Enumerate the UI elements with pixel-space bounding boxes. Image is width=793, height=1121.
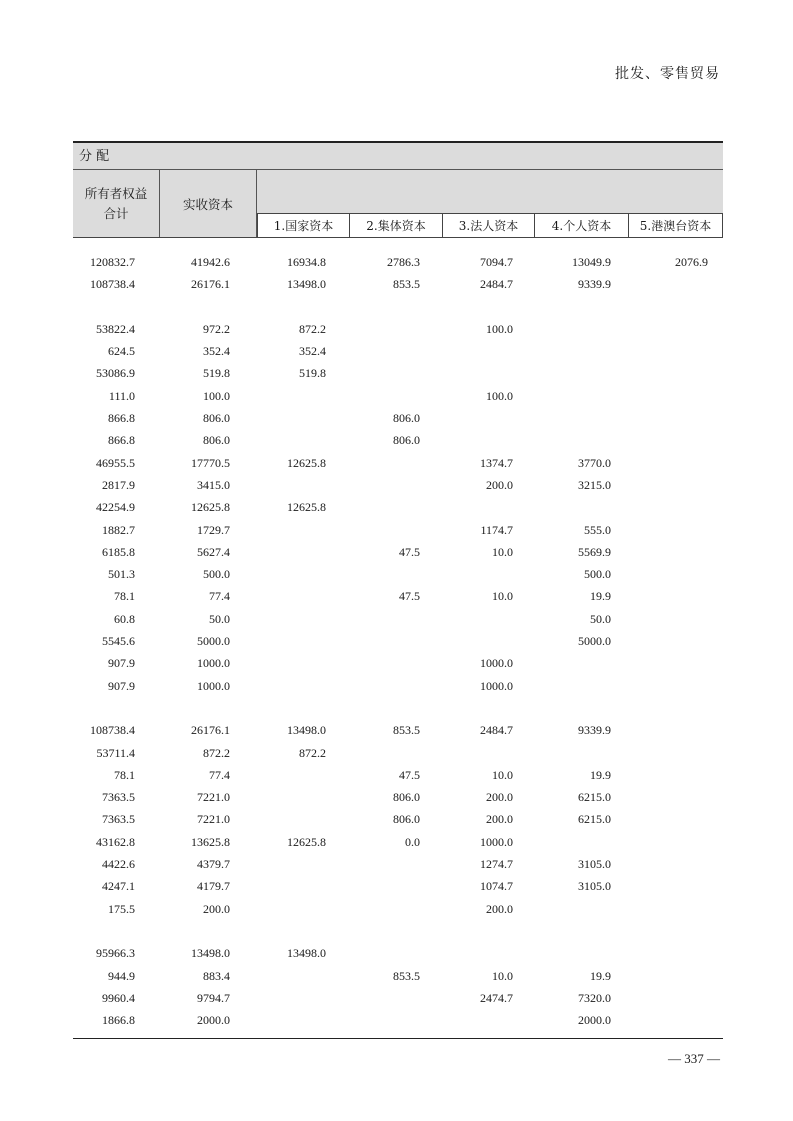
col-header-collective-capital: 2.集体资本 xyxy=(350,213,443,237)
cell-collective-capital: 47.5 xyxy=(399,767,420,782)
table-row xyxy=(73,453,723,475)
cell-state-capital: 16934.8 xyxy=(287,255,326,269)
table-row xyxy=(73,564,723,586)
table-row xyxy=(73,832,723,854)
table-row xyxy=(73,631,723,653)
table-row xyxy=(73,341,723,363)
table-row xyxy=(73,475,723,497)
cell-paid-in-capital: 7221.0 xyxy=(197,790,230,805)
cell-legal-person-capital: 10.0 xyxy=(492,968,513,983)
cell-legal-person-capital: 2474.7 xyxy=(480,990,513,1005)
cell-legal-person-capital: 2484.7 xyxy=(480,723,513,738)
table-row xyxy=(73,363,723,385)
cell-owner-equity: 108738.4 xyxy=(90,277,135,292)
cell-paid-in-capital: 77.4 xyxy=(209,767,230,782)
cell-owner-equity: 78.1 xyxy=(114,767,135,782)
cell-paid-in-capital: 352.4 xyxy=(203,344,230,359)
col-header-paid-in-capital: 实收资本 xyxy=(160,170,257,237)
cell-paid-in-capital: 1729.7 xyxy=(197,522,230,537)
cell-individual-capital: 500.0 xyxy=(584,567,611,582)
cell-state-capital: 12625.8 xyxy=(287,500,326,515)
cell-owner-equity: 53711.4 xyxy=(96,745,135,760)
cell-legal-person-capital: 200.0 xyxy=(486,477,513,492)
table-row xyxy=(73,252,723,274)
table-header xyxy=(73,170,723,238)
table-row xyxy=(73,720,723,742)
cell-owner-equity: 944.9 xyxy=(108,968,135,983)
cell-owner-equity: 624.5 xyxy=(108,344,135,359)
cell-state-capital: 13498.0 xyxy=(287,946,326,961)
cell-owner-equity: 111.0 xyxy=(108,388,135,403)
cell-paid-in-capital: 9794.7 xyxy=(197,990,230,1005)
table-row xyxy=(73,520,723,542)
cell-owner-equity: 42254.9 xyxy=(96,500,135,515)
cell-individual-capital: 555.0 xyxy=(584,522,611,537)
cell-legal-person-capital: 1000.0 xyxy=(480,656,513,671)
cell-collective-capital: 806.0 xyxy=(393,411,420,426)
cell-paid-in-capital: 17770.5 xyxy=(191,455,230,470)
cell-legal-person-capital: 1174.7 xyxy=(480,522,513,537)
cell-individual-capital: 19.9 xyxy=(590,767,611,782)
cell-state-capital: 352.4 xyxy=(299,344,326,359)
cell-paid-in-capital: 1000.0 xyxy=(197,678,230,693)
cell-legal-person-capital: 1274.7 xyxy=(480,857,513,872)
cell-state-capital: 12625.8 xyxy=(287,455,326,470)
cell-legal-person-capital: 10.0 xyxy=(492,589,513,604)
cell-paid-in-capital: 4179.7 xyxy=(197,879,230,894)
cell-paid-in-capital: 12625.8 xyxy=(191,500,230,515)
cell-owner-equity: 53086.9 xyxy=(96,366,135,381)
cell-owner-equity: 907.9 xyxy=(108,678,135,693)
table-row xyxy=(73,809,723,831)
cell-collective-capital: 2786.3 xyxy=(387,255,420,269)
cell-individual-capital: 2000.0 xyxy=(578,1013,611,1028)
cell-owner-equity: 60.8 xyxy=(114,611,135,626)
table-row-spacer xyxy=(73,921,723,943)
cell-owner-equity: 43162.8 xyxy=(96,834,135,849)
cell-legal-person-capital: 7094.7 xyxy=(480,255,513,269)
cell-owner-equity: 7363.5 xyxy=(102,790,135,805)
cell-owner-equity: 7363.5 xyxy=(102,812,135,827)
cell-paid-in-capital: 972.2 xyxy=(203,321,230,336)
table-row xyxy=(73,899,723,921)
cell-owner-equity: 120832.7 xyxy=(90,255,135,269)
cell-paid-in-capital: 1000.0 xyxy=(197,656,230,671)
cell-legal-person-capital: 100.0 xyxy=(486,388,513,403)
col-header-individual-capital: 4.个人资本 xyxy=(535,213,629,237)
cell-state-capital: 13498.0 xyxy=(287,723,326,738)
cell-collective-capital: 0.0 xyxy=(405,834,420,849)
cell-individual-capital: 6215.0 xyxy=(578,812,611,827)
cell-paid-in-capital: 519.8 xyxy=(203,366,230,381)
cell-legal-person-capital: 100.0 xyxy=(486,321,513,336)
table-row xyxy=(73,386,723,408)
cell-paid-in-capital: 50.0 xyxy=(209,611,230,626)
cell-paid-in-capital: 806.0 xyxy=(203,411,230,426)
cell-collective-capital: 853.5 xyxy=(393,968,420,983)
cell-paid-in-capital: 872.2 xyxy=(203,745,230,760)
cell-paid-in-capital: 500.0 xyxy=(203,567,230,582)
col-header-owner-equity-line2: 合计 xyxy=(103,205,129,221)
table-row xyxy=(73,609,723,631)
col-header-owner-equity xyxy=(73,170,160,237)
cell-collective-capital: 47.5 xyxy=(399,544,420,559)
cell-paid-in-capital: 41942.6 xyxy=(191,255,230,269)
cell-collective-capital: 806.0 xyxy=(393,433,420,448)
running-head: 批发、零售贸易 xyxy=(615,66,720,82)
cell-legal-person-capital: 10.0 xyxy=(492,544,513,559)
cell-paid-in-capital: 806.0 xyxy=(203,433,230,448)
cell-paid-in-capital: 26176.1 xyxy=(191,723,230,738)
cell-owner-equity: 1882.7 xyxy=(102,522,135,537)
cell-legal-person-capital: 200.0 xyxy=(486,901,513,916)
table-row xyxy=(73,319,723,341)
table-row xyxy=(73,676,723,698)
cell-owner-equity: 9960.4 xyxy=(102,990,135,1005)
table-row xyxy=(73,408,723,430)
table-row xyxy=(73,854,723,876)
cell-collective-capital: 853.5 xyxy=(393,723,420,738)
section-label: 分 配 xyxy=(73,143,723,170)
cell-paid-in-capital: 7221.0 xyxy=(197,812,230,827)
cell-owner-equity: 2817.9 xyxy=(102,477,135,492)
cell-collective-capital: 806.0 xyxy=(393,790,420,805)
cell-individual-capital: 3105.0 xyxy=(578,879,611,894)
cell-paid-in-capital: 3415.0 xyxy=(197,477,230,492)
data-table xyxy=(73,141,723,1032)
cell-individual-capital: 6215.0 xyxy=(578,790,611,805)
cell-paid-in-capital: 2000.0 xyxy=(197,1013,230,1028)
cell-hk-macao-taiwan-capital: 2076.9 xyxy=(675,255,708,269)
cell-owner-equity: 108738.4 xyxy=(90,723,135,738)
table-row xyxy=(73,966,723,988)
table-body xyxy=(73,238,723,1032)
table-row xyxy=(73,876,723,898)
cell-paid-in-capital: 13625.8 xyxy=(191,834,230,849)
cell-individual-capital: 13049.9 xyxy=(572,255,611,269)
cell-individual-capital: 50.0 xyxy=(590,611,611,626)
cell-paid-in-capital: 5627.4 xyxy=(197,544,230,559)
cell-paid-in-capital: 5000.0 xyxy=(197,634,230,649)
cell-owner-equity: 95966.3 xyxy=(96,946,135,961)
table-row xyxy=(73,274,723,296)
table-row xyxy=(73,653,723,675)
cell-paid-in-capital: 13498.0 xyxy=(191,946,230,961)
cell-paid-in-capital: 100.0 xyxy=(203,388,230,403)
cell-owner-equity: 6185.8 xyxy=(102,544,135,559)
cell-individual-capital: 9339.9 xyxy=(578,723,611,738)
cell-collective-capital: 806.0 xyxy=(393,812,420,827)
cell-collective-capital: 853.5 xyxy=(393,277,420,292)
table-bottom-rule xyxy=(73,1038,723,1039)
cell-individual-capital: 3215.0 xyxy=(578,477,611,492)
cell-owner-equity: 5545.6 xyxy=(102,634,135,649)
page-number: — 337 — xyxy=(668,1051,720,1066)
cell-legal-person-capital: 2484.7 xyxy=(480,277,513,292)
cell-legal-person-capital: 1074.7 xyxy=(480,879,513,894)
cell-owner-equity: 4247.1 xyxy=(102,879,135,894)
table-row xyxy=(73,542,723,564)
cell-legal-person-capital: 1000.0 xyxy=(480,678,513,693)
cell-owner-equity: 78.1 xyxy=(114,589,135,604)
cell-owner-equity: 866.8 xyxy=(108,433,135,448)
table-row xyxy=(73,430,723,452)
cell-paid-in-capital: 77.4 xyxy=(209,589,230,604)
cell-individual-capital: 7320.0 xyxy=(578,990,611,1005)
col-header-state-capital: 1.国家资本 xyxy=(257,213,350,237)
cell-state-capital: 519.8 xyxy=(299,366,326,381)
cell-owner-equity: 53822.4 xyxy=(96,321,135,336)
cell-owner-equity: 175.5 xyxy=(108,901,135,916)
table-row xyxy=(73,1010,723,1032)
cell-state-capital: 872.2 xyxy=(299,321,326,336)
col-header-legal-person-capital: 3.法人资本 xyxy=(443,213,535,237)
cell-state-capital: 872.2 xyxy=(299,745,326,760)
cell-collective-capital: 47.5 xyxy=(399,589,420,604)
cell-legal-person-capital: 200.0 xyxy=(486,790,513,805)
cell-owner-equity: 501.3 xyxy=(108,567,135,582)
cell-owner-equity: 907.9 xyxy=(108,656,135,671)
table-row-spacer xyxy=(73,698,723,720)
cell-paid-in-capital: 883.4 xyxy=(203,968,230,983)
table-row xyxy=(73,497,723,519)
table-row-spacer xyxy=(73,297,723,319)
cell-individual-capital: 5569.9 xyxy=(578,544,611,559)
cell-legal-person-capital: 200.0 xyxy=(486,812,513,827)
col-header-hk-macao-taiwan-capital: 5.港澳台资本 xyxy=(629,213,723,237)
col-header-owner-equity-line1: 所有者权益 xyxy=(84,185,148,201)
cell-state-capital: 13498.0 xyxy=(287,277,326,292)
cell-owner-equity: 4422.6 xyxy=(102,857,135,872)
cell-owner-equity: 866.8 xyxy=(108,411,135,426)
cell-legal-person-capital: 10.0 xyxy=(492,767,513,782)
cell-legal-person-capital: 1374.7 xyxy=(480,455,513,470)
table-row xyxy=(73,988,723,1010)
cell-paid-in-capital: 4379.7 xyxy=(197,857,230,872)
cell-individual-capital: 9339.9 xyxy=(578,277,611,292)
cell-individual-capital: 19.9 xyxy=(590,589,611,604)
table-row xyxy=(73,787,723,809)
table-row xyxy=(73,943,723,965)
cell-state-capital: 12625.8 xyxy=(287,834,326,849)
cell-owner-equity: 46955.5 xyxy=(96,455,135,470)
cell-paid-in-capital: 200.0 xyxy=(203,901,230,916)
table-row xyxy=(73,586,723,608)
cell-individual-capital: 5000.0 xyxy=(578,634,611,649)
table-row xyxy=(73,765,723,787)
cell-individual-capital: 3105.0 xyxy=(578,857,611,872)
cell-paid-in-capital: 26176.1 xyxy=(191,277,230,292)
cell-owner-equity: 1866.8 xyxy=(102,1013,135,1028)
table-row xyxy=(73,743,723,765)
cell-individual-capital: 19.9 xyxy=(590,968,611,983)
cell-individual-capital: 3770.0 xyxy=(578,455,611,470)
cell-legal-person-capital: 1000.0 xyxy=(480,834,513,849)
